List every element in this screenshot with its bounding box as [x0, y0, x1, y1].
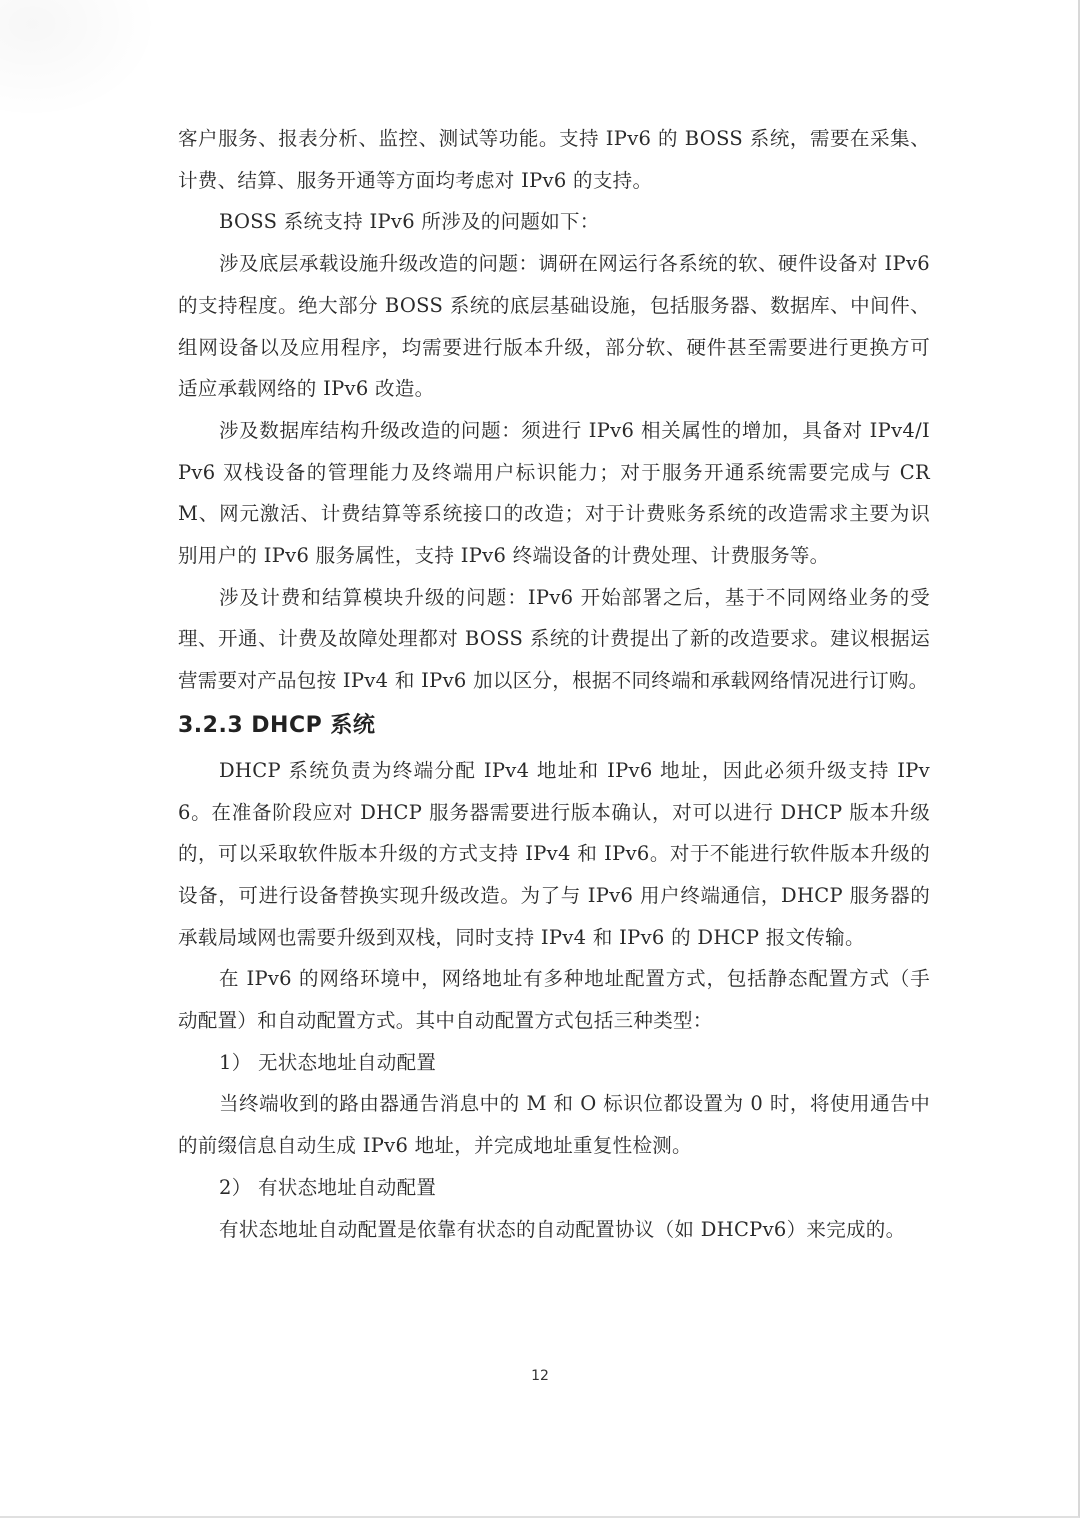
paragraph-billing-upgrade: 涉及计费和结算模块升级的问题：IPv6 开始部署之后，基于不同网络业务的受理、开通、计费及故障处理都对 BOSS 系统的计费提出了新的改造要求。建议根据运营需要对产品包按 IPv4 和 IPv6 加以区分，根据不同终端和承载网络情况进行订购。 [178, 585, 930, 693]
paragraph-stateless-detail: 当终端收到的路由器通告消息中的 M 和 O 标识位都设置为 0 时，将使用通告中的前缀信息自动生成 IPv6 地址，并完成地址重复性检测。 [178, 1092, 930, 1158]
paragraph-boss-issues-intro: BOSS 系统支持 IPv6 所涉及的问题如下： [219, 210, 600, 234]
list-item-stateful: 2） 有状态地址自动配置 [219, 1175, 437, 1199]
page-number: 12 [531, 1368, 549, 1384]
paragraph-address-config: 在 IPv6 的网络环境中，网络地址有多种地址配置方式，包括静态配置方式（手动配置）和自动配置方式。其中自动配置方式包括三种类型： [178, 967, 930, 1033]
paragraph-infrastructure-upgrade: 涉及底层承载设施升级改造的问题：调研在网运行各系统的软、硬件设备对 IPv6 的支持程度。绝大部分 BOSS 系统的底层基础设施，包括服务器、数据库、中间件、组网设备以及应用程序，均需要进行版本升级，部分软、硬件甚至需要进行更换方可适应承载网络的 IPv6 改造。 [178, 252, 930, 401]
section-heading: 3.2.3 DHCP 系统 [178, 712, 376, 738]
document-body [178, 118, 930, 1250]
paragraph-stateful-detail: 有状态地址自动配置是依靠有状态的自动配置协议（如 DHCPv6）来完成的。 [219, 1217, 906, 1241]
paragraph-dhcp-system: DHCP 系统负责为终端分配 IPv4 地址和 IPv6 地址，因此必须升级支持 IPv6。在准备阶段应对 DHCP 服务器需要进行版本确认，对可以进行 DHCP 版本升级的，可以采取软件版本升级的方式支持 IPv4 和 IPv6。对于不能进行软件版本升级的设备，可进行设备替换实现升级改造。为了与 IPv6 用户终端通信，DHCP 服务器的承载局域网也需要升级到双栈，同时支持 IPv4 和 IPv6 的 DHCP 报文传输。 [178, 758, 930, 949]
list-item-stateless: 1） 无状态地址自动配置 [219, 1050, 437, 1074]
paragraph-database-upgrade: 涉及数据库结构升级改造的问题：须进行 IPv6 相关属性的增加，具备对 IPv4/IPv6 双栈设备的管理能力及终端用户标识能力；对于服务开通系统需要完成与 CRM、网元激活、计费结算等系统接口的改造；对于计费账务系统的改造需求主要为识别用户的 IPv6 服务属性，支持 IPv6 终端设备的计费处理、计费服务等。 [178, 418, 930, 568]
paragraph-continued: 客户服务、报表分析、监控、测试等功能。支持 IPv6 的 BOSS 系统，需要在采集、计费、结算、服务开通等方面均考虑对 IPv6 的支持。 [178, 127, 930, 192]
